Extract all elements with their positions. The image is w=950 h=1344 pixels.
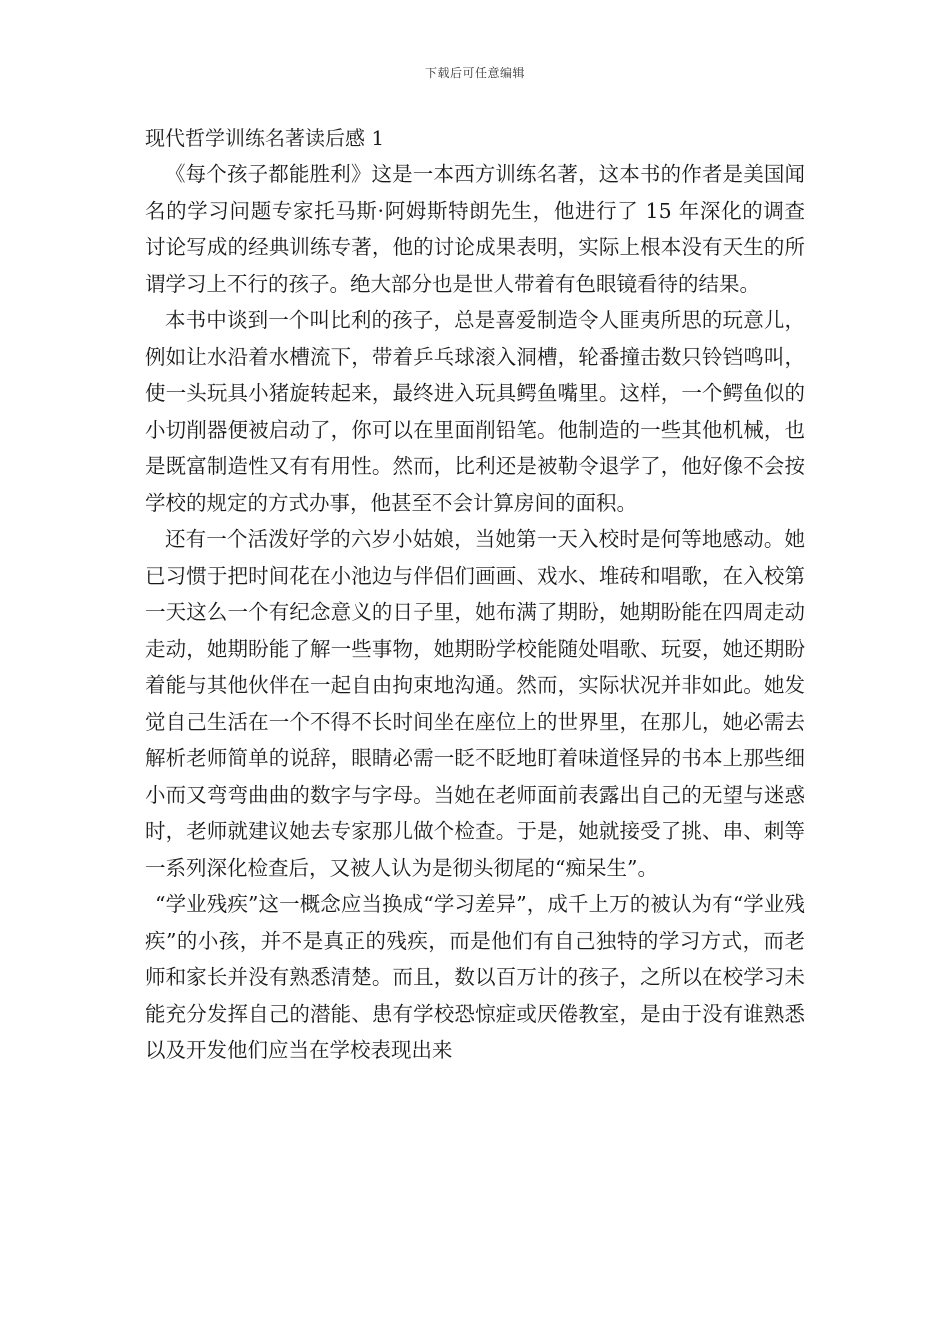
document-body (145, 120, 805, 1069)
paragraph-4: “学业残疾”这一概念应当换成“学习差异”，成千上万的被认为有“学业残疾”的小孩，并不是真正的残疾，而是他们有自己独特的学习方式，而老师和家长并没有熟悉清楚。而且，数以百万计的孩子，之所以在校学习未能充分发挥自己的潜能、患有学校恐惊症或厌倦教室，是由于没有谁熟悉以及开发他们应当在学校表现出来 (145, 892, 805, 1062)
document-title: 现代哲学训练名著读后感 1 (145, 126, 385, 150)
paragraph-1: 《每个孩子都能胜利》这是一本西方训练名著，这本书的作者是美国闻名的学习问题专家托马斯·阿姆斯特朗先生，他进行了 15 年深化的调查讨论写成的经典训练专著，他的讨论成果表明，实际上根本没有天生的所谓学习上不行的孩子。绝大部分也是世人带着有色眼镜看待的结果。 (145, 162, 805, 296)
paragraph-2: 本书中谈到一个叫比利的孩子，总是喜爱制造令人匪夷所思的玩意儿，例如让水沿着水槽流下，带着乒乓球滚入洞槽，轮番撞击数只铃铛鸣叫，使一头玩具小猪旋转起来，最终进入玩具鳄鱼嘴里。这样，一个鳄鱼似的小切削器便被启动了，你可以在里面削铅笔。他制造的一些其他机械，也是既富制造性又有有用性。然而，比利还是被勒令退学了，他好像不会按学校的规定的方式办事，他甚至不会计算房间的面积。 (145, 308, 805, 515)
paragraph-3: 还有一个活泼好学的六岁小姑娘，当她第一天入校时是何等地感动。她已习惯于把时间花在小池边与伴侣们画画、戏水、堆砖和唱歌，在入校第一天这么一个有纪念意义的日子里，她布满了期盼，她期盼能在四周走动走动，她期盼能了解一些事物，她期盼学校能随处唱歌、玩耍，她还期盼着能与其他伙伴在一起自由拘束地沟通。然而，实际状况并非如此。她发觉自己生活在一个不得不长时间坐在座位上的世界里，在那儿，她必需去解析老师简单的说辞，眼睛必需一眨不眨地盯着味道怪异的书本上那些细小而又弯弯曲曲的数字与字母。当她在老师面前表露出自己的无望与迷惑时，老师就建议她去专家那儿做个检查。于是，她就接受了挑、串、刺等一系列深化检查后，又被人认为是彻头彻尾的“痴呆生”。 (145, 527, 805, 880)
page-header-note: 下载后可任意编辑 (424, 66, 525, 80)
